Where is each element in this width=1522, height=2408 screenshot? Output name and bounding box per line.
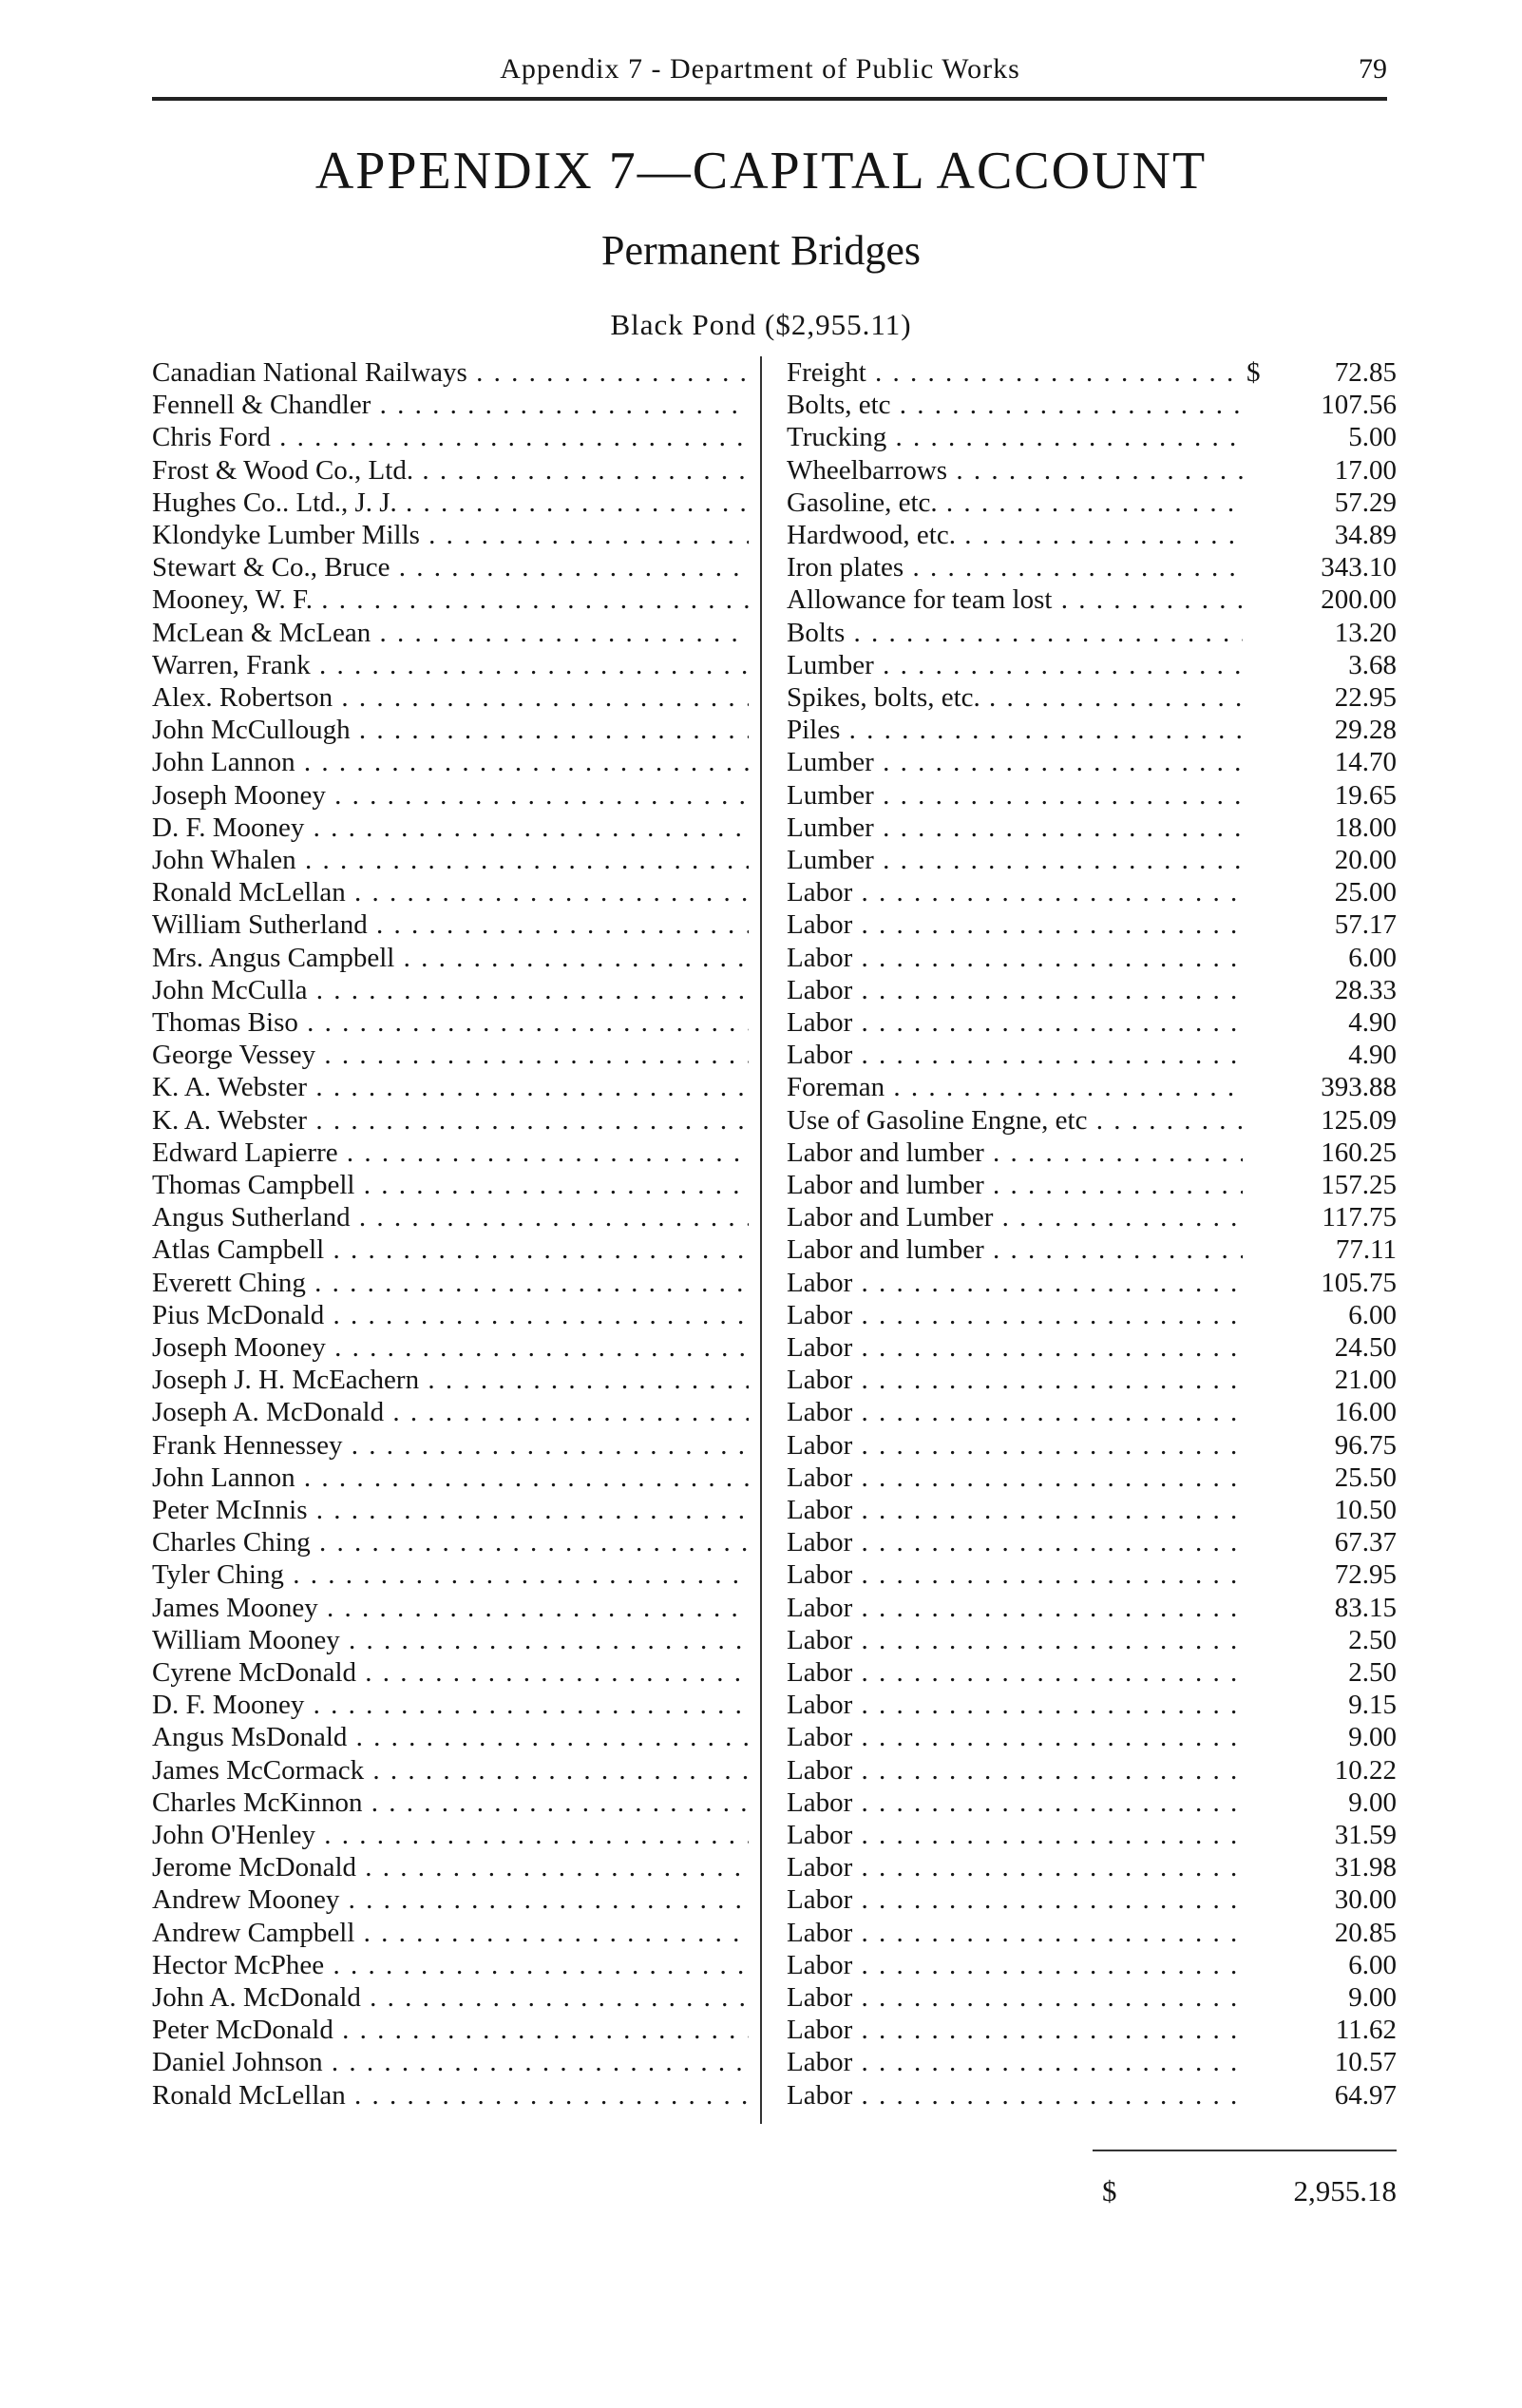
amount-cell: 107.56 [1321, 390, 1397, 421]
item-cell: Lumber . . . [787, 649, 1243, 681]
running-header [152, 51, 1387, 101]
payee-cell: Atlas Campbell . . . [152, 1233, 749, 1266]
payee-cell: D. F. Mooney . . . [152, 1689, 749, 1721]
amount-cell: 160.25 [1321, 1137, 1397, 1168]
payee-cell: William Sutherland . . . [152, 908, 749, 941]
table-row [152, 1917, 1397, 1949]
payee-cell: Frank Hennessey . . . [152, 1429, 749, 1462]
payee-cell: Stewart & Co., Bruce . . . [152, 551, 749, 583]
table-row [152, 356, 1397, 389]
subtitle: Permanent Bridges [600, 227, 922, 274]
item-cell: Trucking . . . [787, 421, 1243, 453]
amount-cell: 157.25 [1321, 1170, 1397, 1200]
amount-cell: 16.00 [1334, 1397, 1397, 1428]
item-cell: Labor . . . [787, 1462, 1243, 1494]
amount-cell: 9.00 [1348, 1982, 1397, 2013]
item-cell: Lumber . . . [787, 812, 1243, 844]
item-cell: Labor and lumber . . . [787, 1169, 1243, 1201]
table-row [152, 1592, 1397, 1624]
page-number: 79 [1359, 53, 1387, 85]
table-row [152, 1981, 1397, 2014]
payee-cell: D. F. Mooney . . . [152, 812, 749, 844]
payee-cell: John Whalen . . . [152, 844, 749, 876]
amount-cell: 25.00 [1334, 877, 1397, 908]
table-row [152, 1526, 1397, 1558]
payee-cell: George Vessey . . . [152, 1039, 749, 1071]
table-row [152, 1558, 1397, 1591]
table-row [152, 1429, 1397, 1462]
currency-symbol: $ [1246, 357, 1261, 388]
amount-cell: 6.00 [1348, 1299, 1397, 1330]
payee-cell: Angus MsDonald . . . [152, 1721, 749, 1753]
payee-cell: Daniel Johnson . . . [152, 2046, 749, 2078]
payee-cell: Everett Ching . . . [152, 1267, 749, 1299]
amount-cell: 125.09 [1321, 1104, 1397, 1136]
amount-cell: 28.33 [1334, 974, 1397, 1005]
item-cell: Labor and lumber . . . [787, 1137, 1243, 1169]
amount-cell: 6.00 [1348, 942, 1397, 973]
payee-cell: Andrew Campbell . . . [152, 1917, 749, 1949]
payee-cell: Jerome McDonald . . . [152, 1851, 749, 1883]
payee-cell: Joseph Mooney . . . [152, 1331, 749, 1364]
item-cell: Labor . . . [787, 1364, 1243, 1396]
payee-cell: John McCulla . . . [152, 974, 749, 1006]
table-row [152, 1039, 1397, 1071]
payee-cell: McLean & McLean . . . [152, 617, 749, 649]
table-row [152, 1267, 1397, 1299]
item-cell: Labor . . . [787, 1429, 1243, 1462]
item-cell: Labor . . . [787, 1526, 1243, 1558]
amount-cell: 10.57 [1334, 2047, 1397, 2078]
amount-cell: 2.50 [1348, 1657, 1397, 1688]
amount-cell: 72.95 [1334, 1559, 1397, 1591]
table-row [152, 454, 1397, 487]
item-cell: Labor . . . [787, 1494, 1243, 1526]
item-cell: Labor . . . [787, 1006, 1243, 1039]
table-row [152, 1656, 1397, 1689]
amount-cell: 83.15 [1334, 1592, 1397, 1623]
amount-cell: 4.90 [1348, 1040, 1397, 1071]
amount-cell: 9.15 [1348, 1690, 1397, 1721]
item-cell: Spikes, bolts, etc. . . . [787, 681, 1243, 714]
payee-cell: Canadian National Railways . . . [152, 356, 749, 389]
item-cell: Labor . . . [787, 1299, 1243, 1331]
item-cell: Labor . . . [787, 1787, 1243, 1819]
amount-cell: 9.00 [1348, 1722, 1397, 1753]
amount-cell: 30.00 [1334, 1884, 1397, 1916]
payee-cell: John O'Henley . . . [152, 1819, 749, 1851]
item-cell: Labor and Lumber . . . [787, 1201, 1243, 1233]
item-cell: Lumber . . . [787, 844, 1243, 876]
total-amount: 2,955.18 [1293, 2174, 1397, 2207]
table-row [152, 1787, 1397, 1819]
amount-cell: 5.00 [1348, 422, 1397, 453]
payee-cell: Warren, Frank . . . [152, 649, 749, 681]
payee-cell: John McCullough . . . [152, 714, 749, 746]
payee-cell: Thomas Biso . . . [152, 1006, 749, 1039]
table-row [152, 1071, 1397, 1103]
payee-cell: John A. McDonald . . . [152, 1981, 749, 2014]
table-row [152, 844, 1397, 876]
item-cell: Labor . . . [787, 1981, 1243, 2014]
item-cell: Bolts, etc . . . [787, 389, 1243, 421]
amount-cell: 25.50 [1334, 1462, 1397, 1493]
item-cell: Labor and lumber . . . [787, 1233, 1243, 1266]
amount-cell: 6.00 [1348, 1949, 1397, 1980]
payee-cell: Edward Lapierre . . . [152, 1137, 749, 1169]
payee-cell: James Mooney . . . [152, 1592, 749, 1624]
payee-cell: Thomas Campbell . . . [152, 1169, 749, 1201]
payee-cell: Andrew Mooney . . . [152, 1883, 749, 1916]
item-cell: Use of Gasoline Engne, etc . . . [787, 1104, 1243, 1137]
amount-cell: 105.75 [1321, 1267, 1397, 1298]
table-row [152, 1104, 1397, 1137]
payee-cell: K. A. Webster . . . [152, 1104, 749, 1137]
table-row [152, 2079, 1397, 2112]
item-cell: Labor . . . [787, 1592, 1243, 1624]
item-cell: Labor . . . [787, 1917, 1243, 1949]
table-row [152, 519, 1397, 551]
item-cell: Labor . . . [787, 1656, 1243, 1689]
amount-cell: 3.68 [1348, 649, 1397, 680]
payee-cell: Angus Sutherland . . . [152, 1201, 749, 1233]
item-cell: Lumber . . . [787, 746, 1243, 778]
payee-cell: Alex. Robertson . . . [152, 681, 749, 714]
payee-cell: Hector McPhee . . . [152, 1949, 749, 1981]
payee-cell: Hughes Co.. Ltd., J. J. . . . [152, 487, 749, 519]
amount-cell: 9.00 [1348, 1787, 1397, 1818]
payee-cell: William Mooney . . . [152, 1624, 749, 1656]
amount-cell: 34.89 [1334, 520, 1397, 550]
item-cell: Lumber . . . [787, 779, 1243, 812]
amount-cell: 31.98 [1334, 1852, 1397, 1883]
table-row [152, 583, 1397, 616]
payee-cell: Peter McInnis . . . [152, 1494, 749, 1526]
item-cell: Labor . . . [787, 2079, 1243, 2112]
item-cell: Labor . . . [787, 1851, 1243, 1883]
table-row [152, 1883, 1397, 1916]
amount-cell: 393.88 [1321, 1072, 1397, 1103]
item-cell: Labor . . . [787, 942, 1243, 974]
amount-cell: 2.50 [1348, 1624, 1397, 1655]
item-cell: Labor . . . [787, 1949, 1243, 1981]
table-row [152, 876, 1397, 908]
appendix-title: APPENDIX 7—CAPITAL ACCOUNT [314, 142, 1208, 201]
payee-cell: Joseph A. McDonald . . . [152, 1396, 749, 1428]
amount-cell: 77.11 [1335, 1234, 1397, 1266]
payee-cell: Charles McKinnon . . . [152, 1787, 749, 1819]
item-cell: Iron plates . . . [787, 551, 1243, 583]
amount-cell: 17.00 [1334, 454, 1397, 486]
table-row [152, 2014, 1397, 2046]
payee-cell: Peter McDonald . . . [152, 2014, 749, 2046]
table-row [152, 779, 1397, 812]
table-row [152, 649, 1397, 681]
item-cell: Labor . . . [787, 876, 1243, 908]
amount-cell: 57.29 [1334, 487, 1397, 518]
table-row [152, 1006, 1397, 1039]
item-cell: Labor . . . [787, 1558, 1243, 1591]
table-row [152, 1331, 1397, 1364]
item-cell: Labor . . . [787, 1721, 1243, 1753]
payee-cell: Mooney, W. F. . . . [152, 583, 749, 616]
table-row [152, 1396, 1397, 1428]
table-row [152, 1462, 1397, 1494]
table-row [152, 1169, 1397, 1201]
table-row [152, 1201, 1397, 1233]
table-row [152, 1137, 1397, 1169]
item-cell: Piles . . . [787, 714, 1243, 746]
payee-cell: John Lannon . . . [152, 1462, 749, 1494]
item-cell: Labor . . . [787, 1624, 1243, 1656]
table-row [152, 714, 1397, 746]
total-row [1093, 2172, 1397, 2210]
item-cell: Labor . . . [787, 974, 1243, 1006]
amount-cell: 21.00 [1334, 1365, 1397, 1396]
total-rule [1093, 2150, 1397, 2151]
amount-cell: 20.00 [1334, 845, 1397, 875]
item-cell: Allowance for team lost . . . [787, 583, 1243, 616]
amount-cell: 10.22 [1334, 1754, 1397, 1786]
item-cell: Labor . . . [787, 1689, 1243, 1721]
item-cell: Labor . . . [787, 1396, 1243, 1428]
table-row [152, 1721, 1397, 1753]
item-cell: Labor . . . [787, 1754, 1243, 1787]
item-cell: Labor . . . [787, 1039, 1243, 1071]
amount-cell: 96.75 [1334, 1429, 1397, 1461]
payee-cell: Cyrene McDonald . . . [152, 1656, 749, 1689]
table-row [152, 389, 1397, 421]
ledger-table [152, 356, 1397, 2124]
payee-cell: Charles Ching . . . [152, 1526, 749, 1558]
table-row [152, 942, 1397, 974]
table-row [152, 1624, 1397, 1656]
item-cell: Labor . . . [787, 1819, 1243, 1851]
payee-cell: Ronald McLellan . . . [152, 876, 749, 908]
amount-cell: 57.17 [1334, 909, 1397, 941]
payee-cell: Fennell & Chandler . . . [152, 389, 749, 421]
amount-cell: 67.37 [1334, 1527, 1397, 1558]
payee-cell: K. A. Webster . . . [152, 1071, 749, 1103]
amount-cell: 24.50 [1334, 1332, 1397, 1363]
item-cell: Bolts . . . [787, 617, 1243, 649]
payee-cell: Chris Ford . . . [152, 421, 749, 453]
payee-cell: Tyler Ching . . . [152, 1558, 749, 1591]
item-cell: Foreman . . . [787, 1071, 1243, 1103]
payee-cell: Pius McDonald . . . [152, 1299, 749, 1331]
item-cell: Wheelbarrows . . . [787, 454, 1243, 487]
amount-cell: 31.59 [1334, 1820, 1397, 1850]
table-row [152, 1819, 1397, 1851]
section-heading: Black Pond ($2,955.11) [610, 308, 912, 341]
table-row [152, 421, 1397, 453]
item-cell: Hardwood, etc. . . . [787, 519, 1243, 551]
table-row [152, 1299, 1397, 1331]
item-cell: Gasoline, etc. . . . [787, 487, 1243, 519]
payee-cell: Mrs. Angus Campbell . . . [152, 942, 749, 974]
amount-cell: 64.97 [1334, 2079, 1397, 2111]
table-row [152, 812, 1397, 844]
payee-cell: Frost & Wood Co., Ltd. . . . [152, 454, 749, 487]
item-cell: Labor . . . [787, 1883, 1243, 1916]
amount-cell: 343.10 [1321, 552, 1397, 583]
payee-cell: Ronald McLellan . . . [152, 2079, 749, 2112]
table-row [152, 2046, 1397, 2078]
amount-cell: 22.95 [1334, 682, 1397, 713]
table-row [152, 1233, 1397, 1266]
table-row [152, 1851, 1397, 1883]
running-title: Appendix 7 - Department of Public Works [500, 53, 1020, 85]
payee-cell: Joseph Mooney . . . [152, 779, 749, 812]
item-cell: Labor . . . [787, 2046, 1243, 2078]
amount-cell: 18.00 [1334, 812, 1397, 843]
table-row [152, 1364, 1397, 1396]
amount-cell: 117.75 [1322, 1202, 1397, 1233]
amount-cell: 19.65 [1334, 779, 1397, 811]
item-cell: Labor . . . [787, 1331, 1243, 1364]
total-currency: $ [1102, 2174, 1117, 2207]
payee-cell: John Lannon . . . [152, 746, 749, 778]
amount-cell: 29.28 [1334, 715, 1397, 746]
table-row [152, 1494, 1397, 1526]
table-row [152, 551, 1397, 583]
amount-cell: 10.50 [1334, 1495, 1397, 1525]
amount-cell: 4.90 [1348, 1007, 1397, 1038]
item-cell: Freight . . . [787, 356, 1243, 389]
table-row [152, 1689, 1397, 1721]
table-row [152, 617, 1397, 649]
item-cell: Labor . . . [787, 908, 1243, 941]
amount-cell: 11.62 [1335, 2015, 1397, 2046]
table-row [152, 1949, 1397, 1981]
table-row [152, 746, 1397, 778]
table-row [152, 487, 1397, 519]
amount-cell: 14.70 [1334, 747, 1397, 778]
item-cell: Labor . . . [787, 1267, 1243, 1299]
amount-cell: 20.85 [1334, 1917, 1397, 1948]
table-row [152, 908, 1397, 941]
item-cell: Labor . . . [787, 2014, 1243, 2046]
table-row [152, 974, 1397, 1006]
amount-cell: 200.00 [1321, 584, 1397, 616]
payee-cell: Joseph J. H. McEachern . . . [152, 1364, 749, 1396]
table-row [152, 1754, 1397, 1787]
payee-cell: Klondyke Lumber Mills . . . [152, 519, 749, 551]
table-row [152, 681, 1397, 714]
amount-cell: 72.85 [1334, 357, 1397, 388]
amount-cell: 13.20 [1334, 617, 1397, 648]
payee-cell: James McCormack . . . [152, 1754, 749, 1787]
